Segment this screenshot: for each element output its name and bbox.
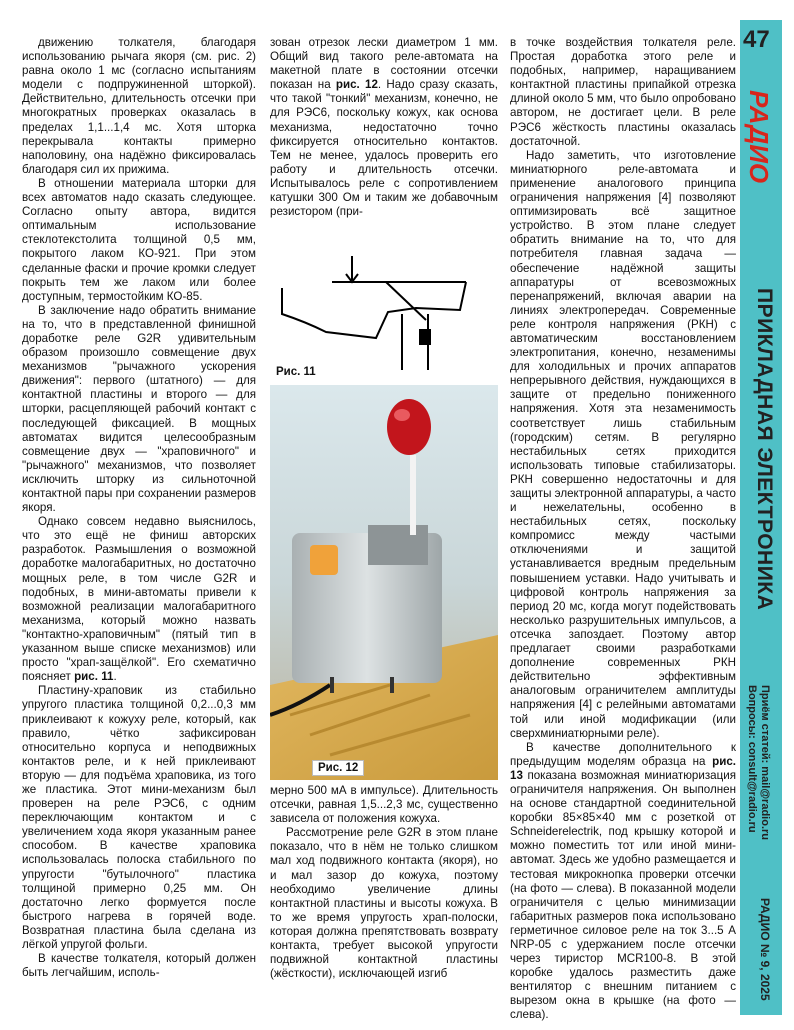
paragraph-text-continued: показана возможная миниатюризация ограничителя напряжения. Он выполнен на основе стандартной соединительной коробки 85×85×40 мм с розеткой от Schneiderelectrik, под крышку которой и можно поместить тот или иной мини-автомат. Здесь же удобно размещается и тестовая микрокнопка проверки отсечки (на фото — слева). В показанной модели ограничителя с целью минимизации габаритных размеров пока использовано герметичное силовое реле на ток 3...5 А NRP-05 с удержанием после отсечки через тиристор MCR100-8. В этой коробке удалось разместить даже вентилятор с внешним питанием с вырезом окна в крышке (на фото — слева). <box>510 768 736 1022</box>
relay-photo-illustration <box>270 385 498 780</box>
paragraph-text: зован отрезок лески диаметром 1 мм. Общий вид такого реле-автомата на макетной плате в состоянии отсечки показан на <box>270 36 498 92</box>
issue-info: РАДИО № 9, 2025 <box>758 898 772 1001</box>
paragraph-text: В отношении материала шторки для всех автоматов надо сказать следующее. Согласно опыту автора, видится оптимальным использование стеклотекстолита толщиной 0,5 мм, покрытого лаком КО-921. При этом сделанные фаски и прочие кромки следует покрыть тем же лаком или более доступным, термостойким КО-85. <box>22 176 256 303</box>
page-number: 47 <box>743 26 770 53</box>
sidebar-strip <box>740 20 782 1015</box>
paragraph <box>22 304 256 515</box>
figure-11-caption: Рис. 11 <box>276 366 316 378</box>
paragraph <box>510 741 736 1023</box>
figure-12-photo <box>270 385 498 780</box>
contact-pad <box>420 330 430 344</box>
paragraph-text: В качестве дополнительного к предыдущим моделям образца на <box>510 740 736 768</box>
paragraph <box>510 36 736 149</box>
relay-window <box>310 545 338 575</box>
paragraph-text-continued: . <box>113 670 117 684</box>
paragraph <box>22 684 256 952</box>
figure-12-caption: Рис. 12 <box>312 760 364 776</box>
paragraph-text: мерно 500 мА в импульсе). Длительность отсечки, равная 1,5...2,3 мс, существенно зависела от положения кожуха. <box>270 784 498 826</box>
relay-top-block <box>368 525 428 565</box>
paragraph <box>270 826 498 981</box>
figure-11-drawing <box>276 252 496 372</box>
paragraph <box>22 952 256 980</box>
paragraph-text: Однако совсем недавно выяснилось, что это ещё не финиш авторских разработок. Размышления о возможной доработке малогабаритных, но достаточно мощных реле, в том числе G2R и подобных, в мини-автоматы привели к возможной реализации малогабаритного механизма, который можно назвать "контактно-храповичным" (пятый тип в указанном выше списке механизмов) или просто "храп-защёлкой". Его схематично поясняет <box>22 515 256 684</box>
paragraph <box>22 36 256 177</box>
figure-reference: рис. 13 <box>510 754 736 782</box>
contact-questions: Вопросы: consult@radio.ru <box>746 685 758 833</box>
paragraph <box>22 177 256 304</box>
paragraph <box>22 515 256 684</box>
paragraph-text: В качестве толкателя, который должен быть легчайшим, исполь- <box>22 952 256 980</box>
text-column-2-bottom <box>270 784 498 981</box>
pusher-rod <box>410 455 416 535</box>
paragraph-text: в точке воздействия толкателя реле. Простая доработка этого реле и подобных, например, наращиванием контактной пластины припайкой отрезка длиной около 5 мм, что было опробовано автором, не достигает цели. В реле РЭС6 жёсткость пластины оказалась достаточной. <box>510 36 736 148</box>
text-column-3 <box>510 36 736 1023</box>
brand-logo: РАДИО <box>744 90 774 184</box>
section-title: ПРИКЛАДНАЯ ЭЛЕКТРОНИКА <box>753 288 776 611</box>
figure-reference: рис. 11 <box>74 670 114 684</box>
figure-reference: рис. 12 <box>335 78 378 92</box>
paragraph-text-continued: . Надо сразу сказать, что такой "тонкий" механизм, конечно, не для РЭС6, поскольку кожух, как основа механизма, недостаточно точно фиксируется относительно контактов. Тем не менее, удалось проверить его работу и длительность отсечки. Испытывалось реле с сопротивлением катушки 300 Ом и таким же добавочным резистором (при- <box>270 78 498 219</box>
paragraph <box>270 36 498 219</box>
contact-articles: Приём статей: mail@radio.ru <box>759 685 771 840</box>
text-column-1 <box>22 36 256 980</box>
paragraph-text: Рассмотрение реле G2R в этом плане показало, что в нём не только слишком мал ход подвижного контакта (якоря), но и мал зазор до кожуха, поэтому необходимо увеличение длины контактной пластины и высоты кожуха. В то же время упругость храп-полоски, которая должна препятствовать возврату контакта, требует высокой упругости подвижной контактной пластины (жёсткости), исключающей изгиб <box>270 826 498 981</box>
paragraph-text: В заключение надо обратить внимание на то, что в представленной финишной доработке реле G2R удивительным образом произошло совмещение двух механизмов "рычажного ускорения движения": первого (штатного) — для контактной пластины и второго — для шторки, расцепляющей рабочий контакт с последующей фиксацией. В мощных автоматах видится целесообразным совмещение двух — "храповичного" и "рычажного" механизмов, что позволяет исключить шторку из сильноточной контактной пары при сохранении размеров якоря. <box>22 303 256 515</box>
red-cap <box>387 399 431 455</box>
paragraph <box>270 784 498 826</box>
ratchet-strip <box>386 282 426 320</box>
text-column-2-top <box>270 36 498 219</box>
paragraph-text: движению толкателя, благодаря использованию рычага якоря (см. рис. 2) равна около 1 мс (согласно испытаниям модели с подпружиненной шторкой). Действительно, длительность отсечки при многократных проверках оказалась в пределах 1,1...1,4 мс. Хотя шторка перекрывала контакты примерно наполовину, она надёжно фиксировалась благодаря сил их прижима. <box>22 36 256 176</box>
relay-cover-outline <box>282 282 466 338</box>
paragraph <box>510 149 736 741</box>
paragraph-text: Пластину-храповик из стабильно упругого пластика толщиной 0,2...0,3 мм приклеивают к кожуху реле, который, как правило, чётко зафиксирован относительно корпуса и неподвижных контактов реле, и к ней приклеивают вторую — для подъёма храповика, из того же пластика. Этот мини-механизм был проверен на реле РЭС6, с одним переключающим контактом и с увеличением хода якоря указанным ранее способом. В качестве храповика использовалась полоска стабильного по упругости "бутылочного" пластика толщиной примерно 0,25 мм. Он достаточно легко формуется после быстрого нагрева в горячей воде. Возвратная пластина была сделана из лёгкой упругой фольги. <box>22 684 256 951</box>
paragraph-text: Надо заметить, что изготовление миниатюрного реле-автомата и применение аналогового принципа ограничения напряжения [4] позволяют оптимизировать всё защитное устройство. В этом плане следует обратить внимание на то, что для потребителя главная задача — обеспечение надёжной защиты аппаратуры от всевозможных перенапряжений, включая аварии на линиях электропередач. Современные реле контроля напряжения (РКН) с автоматическим восстановлением электропитания, конечно, незаменимы для холодильных и прочих аппаратов непрерывного действия, нуждающихся в защите от предельно пониженного напряжения. Хотя эта незаменимость соответствует лишь стабильным (городским) сетям. В регулярно нестабильных сетях приходится использовать типовые стабилизаторы. РКН совершенно недостаточны и для защиты электронной аппаратуры, а часто и нежелательны, особенно в нестабильных сетях, поскольку компромисс между частыми отключениями и защитой устанавливается вредным предельным повышением уставки. Надо учитывать и цифровой контроль напряжения за период 20 мс, когда могут подействовать несколько разрушительных импульсов, а отсечка запоздает. Поэтому автор предлагает своими разработками дополнение современных РКН действительно эффективным аналоговым ограничителем амплитуды напряжения [4] с релейными автоматами той или иной модификации (или сверхминиатюрными реле). <box>510 148 736 740</box>
